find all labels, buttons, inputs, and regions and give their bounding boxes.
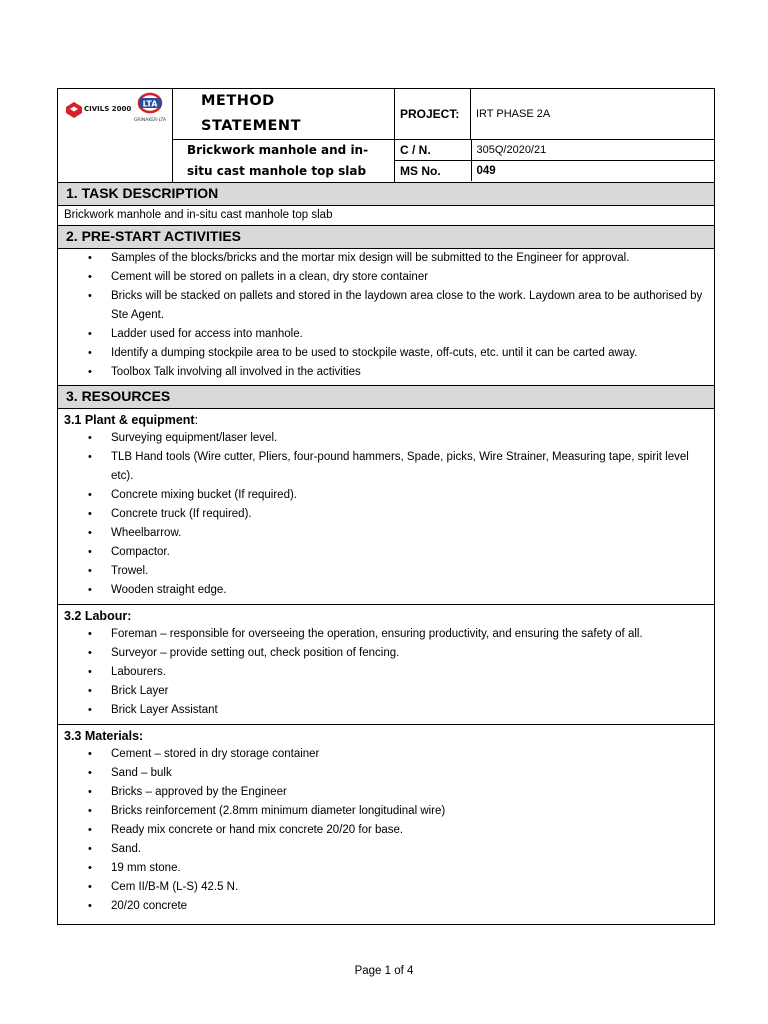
company-logos bbox=[58, 89, 173, 183]
civils-logo-text: CIVILS 2000 bbox=[84, 105, 132, 113]
title-line-2: STATEMENT bbox=[201, 118, 301, 134]
ms-value: 049 bbox=[476, 164, 496, 177]
lta-logo bbox=[134, 94, 167, 123]
list-item: • Wheelbarrow. bbox=[111, 524, 706, 543]
subsection-heading bbox=[58, 409, 714, 429]
document-subtitle bbox=[173, 140, 395, 183]
cn-label: C / N. bbox=[395, 140, 471, 160]
list-item: • Cem II/B-M (L-S) 42.5 N. bbox=[111, 878, 706, 897]
list-item: • Bricks – approved by the Engineer bbox=[111, 783, 706, 802]
subsection-heading: 3.2 Labour: bbox=[64, 609, 132, 623]
list-item: • Identify a dumping stockpile area to be used to stockpile waste, off-cuts, etc. until it can be carted away. bbox=[111, 344, 706, 363]
plant-heading-colon: : bbox=[194, 413, 199, 427]
plant-heading-text: 3.1 Plant & equipment bbox=[64, 413, 195, 427]
list-item: • TLB Hand tools (Wire cutter, Pliers, four-pound hammers, Spade, picks, Wire Strainer, Measuring tape, spirit level etc). bbox=[111, 448, 706, 486]
page-number: Page 1 of 4 bbox=[354, 965, 414, 977]
project-label: PROJECT: bbox=[395, 89, 471, 140]
list-item: • Bricks will be stacked on pallets and stored in the laydown area close to the work. Laydown area to be authorised by Ste Agent. bbox=[111, 287, 706, 325]
list-item: • Brick Layer Assistant bbox=[111, 701, 706, 720]
cn-ms-block bbox=[395, 140, 715, 183]
list-item: • Samples of the blocks/bricks and the mortar mix design will be submitted to the Engineer for approval. bbox=[111, 249, 706, 268]
plant-list bbox=[58, 429, 714, 600]
section-heading: 1. TASK DESCRIPTION bbox=[58, 183, 714, 206]
list-item: • 20/20 concrete bbox=[111, 897, 706, 916]
list-item: • Bricks reinforcement (2.8mm minimum diameter longitudinal wire) bbox=[111, 802, 706, 821]
list-item: • Sand. bbox=[111, 840, 706, 859]
pre-start-activities-section bbox=[57, 226, 715, 386]
list-item: • Trowel. bbox=[111, 562, 706, 581]
list-item: • Ladder used for access into manhole. bbox=[111, 325, 706, 344]
cn-value: 305Q/2020/21 bbox=[471, 140, 714, 160]
subtitle-line-1: Brickwork manhole and in- bbox=[187, 143, 369, 157]
section-heading: 2. PRE-START ACTIVITIES bbox=[58, 226, 714, 249]
lta-logo-text: LTA bbox=[142, 99, 158, 109]
ms-label: MS No. bbox=[395, 160, 471, 181]
pre-start-list bbox=[58, 249, 714, 382]
list-item: • Toolbox Talk involving all involved in the activities bbox=[111, 363, 706, 382]
labour-list bbox=[58, 625, 714, 720]
list-item: • Compactor. bbox=[111, 543, 706, 562]
list-item: • Sand – bulk bbox=[111, 764, 706, 783]
project-value: IRT PHASE 2A bbox=[471, 89, 715, 140]
list-item: • Wooden straight edge. bbox=[111, 581, 706, 600]
materials-subsection bbox=[57, 725, 715, 925]
materials-list bbox=[58, 745, 714, 916]
list-item: • Concrete truck (If required). bbox=[111, 505, 706, 524]
grinaker-logo-text: GRINAKER-LTA bbox=[133, 118, 167, 123]
list-item: • 19 mm stone. bbox=[111, 859, 706, 878]
list-item: • Foreman – responsible for overseeing the operation, ensuring productivity, and ensuring the safety of all. bbox=[111, 625, 706, 644]
civils-lta-logo bbox=[58, 89, 173, 169]
document-title bbox=[173, 89, 395, 140]
list-item: • Cement will be stored on pallets in a clean, dry store container bbox=[111, 268, 706, 287]
list-item: • Labourers. bbox=[111, 663, 706, 682]
subsection-heading: 3.3 Materials: bbox=[64, 729, 144, 743]
task-description-text: Brickwork manhole and in-situ cast manhole top slab bbox=[64, 209, 333, 221]
title-line-1: METHOD bbox=[201, 93, 275, 109]
list-item: • Cement – stored in dry storage container bbox=[111, 745, 706, 764]
list-item: • Brick Layer bbox=[111, 682, 706, 701]
section-heading: 3. RESOURCES bbox=[58, 386, 714, 409]
list-item: • Concrete mixing bucket (If required). bbox=[111, 486, 706, 505]
list-item: • Surveyor – provide setting out, check position of fencing. bbox=[111, 644, 706, 663]
method-statement-document bbox=[57, 88, 715, 925]
resources-section bbox=[57, 386, 715, 409]
list-item: • Ready mix concrete or hand mix concrete 20/20 for base. bbox=[111, 821, 706, 840]
document-header bbox=[57, 88, 715, 183]
civils-2000-logo bbox=[66, 102, 131, 118]
subtitle-line-2: situ cast manhole top slab bbox=[187, 164, 367, 178]
plant-equipment-subsection bbox=[57, 409, 715, 605]
list-item: • Surveying equipment/laser level. bbox=[111, 429, 706, 448]
labour-subsection bbox=[57, 605, 715, 725]
task-description-section bbox=[57, 183, 715, 226]
